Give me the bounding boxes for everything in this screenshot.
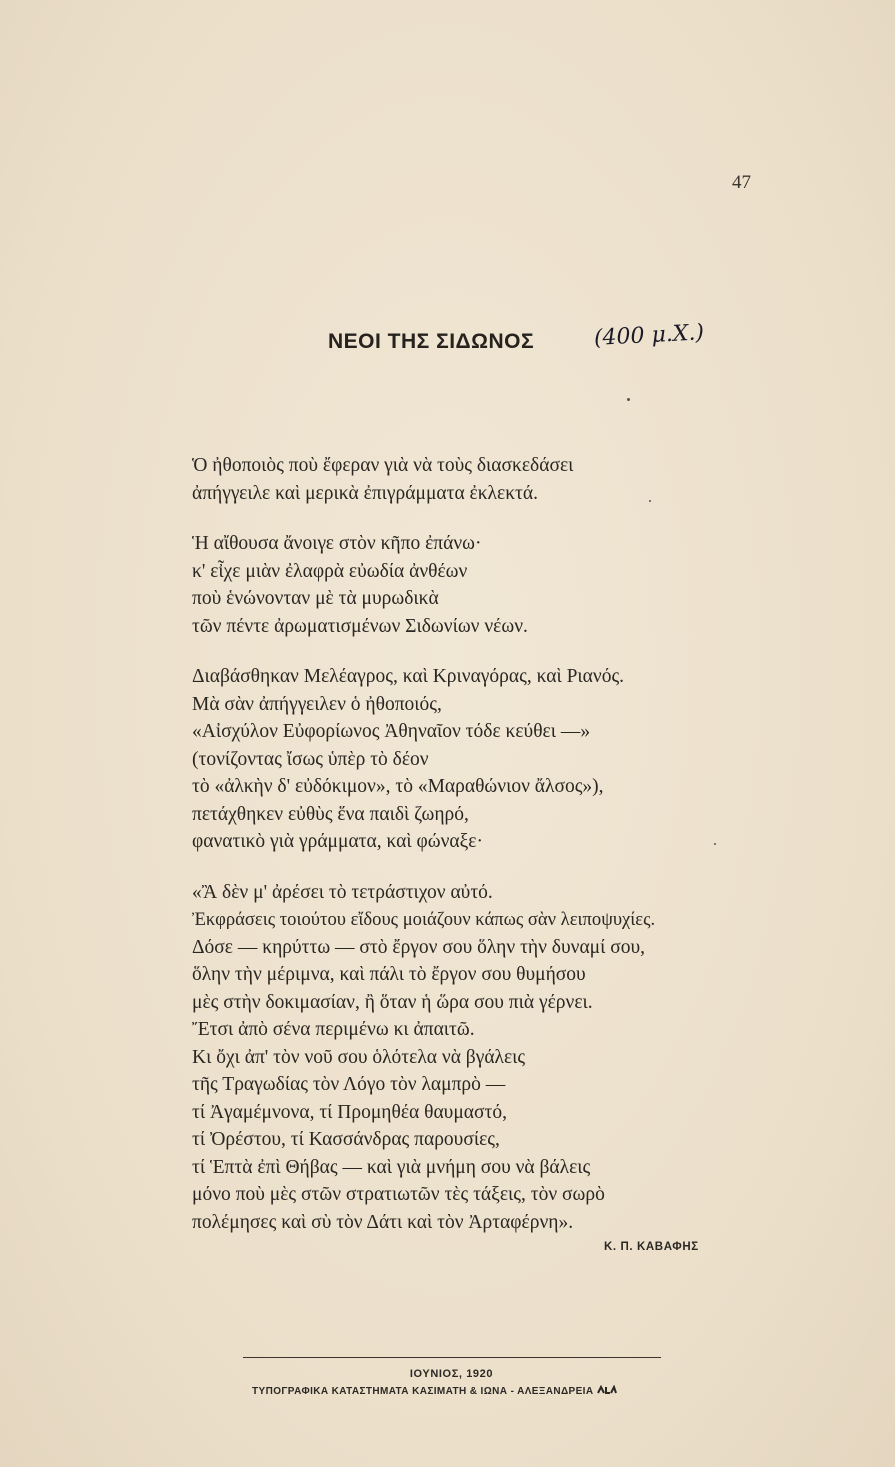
title-block [328,330,534,354]
poem-title: ΝΕΟΙ ΤΗΣ ΣΙΔΩΝΟΣ [328,330,535,353]
poem-line: Κι ὄχι ἀπ' τὸν νοῦ σου ὁλότελα νὰ βγάλεις [192,1046,526,1068]
poem-line: «Ἂ δὲν μ' ἀρέσει τὸ τετράστιχον αὐτό. [192,881,493,903]
stray-mark [627,398,630,401]
printer-imprint [252,1385,617,1397]
author-signature: Κ. Π. ΚΑΒΑΦΗΣ [604,1241,699,1253]
poem-line: Μὰ σὰν ἀπήγγειλεν ὁ ἠθοποιός, [192,693,442,715]
poem-line: «Αἰσχύλον Εὐφορίωνος Ἀθηναῖον τόδε κεύθει —» [192,721,591,742]
poem-line: ποὺ ἑνώνονταν μὲ τὰ μυρωδικὰ [192,588,439,609]
poem-line: φανατικὸ γιὰ γράμματα, καὶ φώναξε· [192,831,483,852]
poem-line: (τονίζοντας ἴσως ὑπὲρ τὸ δέον [192,748,429,770]
publication-date: ΙΟΥΝΙΟΣ, 1920 [409,1368,494,1380]
poem-line: τῆς Τραγωδίας τὸν Λόγο τὸν λαμπρὸ — [192,1074,506,1095]
poem-line: ἀπήγγειλε καὶ μερικὰ ἐπιγράμματα ἐκλεκτά. [192,482,538,504]
poem-line: Ἐκφράσεις τοιούτου εἴδους μοιάζουν κάπως σὰν λειποψυχίες. [192,909,656,930]
page-number: 47 [732,172,751,193]
poem-line: Ὁ ἠθοποιὸς ποὺ ἔφεραν γιὰ νὰ τοὺς διασκεδάσει [192,455,574,476]
poem-line: ὅλην τὴν μέριμνα, καὶ πάλι τὸ ἔργον σου θυμήσου [192,964,586,985]
poem-body [192,452,772,1259]
poem-line: μόνο ποὺ μὲς στῶν στρατιωτῶν τὲς τάξεις, τὸν σωρὸ [192,1184,605,1205]
poem-line: τί Ἀγαμέμνονα, τί Προμηθέα θαυμαστό, [192,1101,507,1123]
poem-line: τί Ἑπτὰ ἐπὶ Θήβας — καὶ γιὰ μνήμη σου νὰ βάλεις [192,1156,591,1178]
poem-line: τῶν πέντε ἀρωματισμένων Σιδωνίων νέων. [192,615,528,637]
poem-line: τί Ὀρέστου, τί Κασσάνδρας παρουσίες, [192,1129,500,1150]
handwritten-annotation: (400 μ.Χ.) [593,320,705,351]
poem-line: Ἡ αἴθουσα ἄνοιγε στὸν κῆπο ἐπάνω· [192,533,482,554]
poem-line: κ' εἶχε μιὰν ἐλαφρὰ εὐωδία ἀνθέων [192,560,468,582]
poem-line: μὲς στὴν δοκιμασίαν, ἢ ὅταν ἡ ὥρα σου πιὰ γέρνει. [192,991,593,1013]
stanza-2 [192,530,772,640]
poem-line: Ἔτσι ἀπὸ σένα περιμένω κι ἀπαιτῶ. [192,1019,475,1040]
footer-divider [243,1357,661,1358]
printer-imprint-text: ΤΥΠΟΓΡΑΦΙΚΑ ΚΑΤΑΣΤΗΜΑΤΑ ΚΑΣΙΜΑΤΗ & ΙΩΝΑ - ΑΛΕΞΑΝΔΡΕΙΑ [252,1386,594,1397]
poem-line: Δόσε — κηρύττω — στὸ ἔργον σου ὅλην τὴν δυναμί σου, [192,936,646,958]
printer-logo-icon [597,1385,617,1395]
stanza-4 [192,879,772,1237]
poem-line: πετάχθηκεν εὐθὺς ἕνα παιδὶ ζωηρό, [192,803,469,825]
stanza-3 [192,663,772,856]
poem-line: τὸ «ἀλκὴν δ' εὐδόκιμον», τὸ «Μαραθώνιον ἄλσος»), [192,776,604,797]
poem-line: Διαβάσθηκαν Μελέαγρος, καὶ Κριναγόρας, καὶ Ριανός. [192,666,625,687]
stanza-1 [192,452,772,507]
poem-line: πολέμησες καὶ σὺ τὸν Δάτι καὶ τὸν Ἀρταφέρνη». [192,1211,574,1233]
